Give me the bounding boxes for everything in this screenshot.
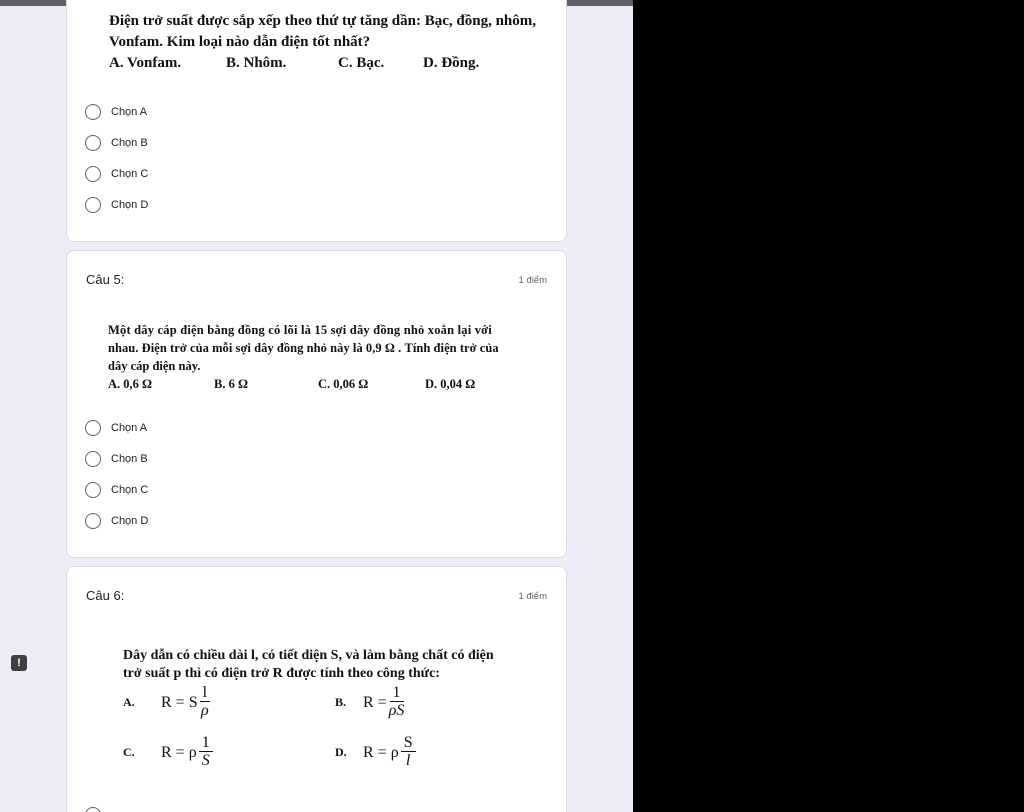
- question-card-4: [66, 0, 567, 242]
- answer-d: D. Đồng.: [423, 55, 480, 71]
- formula-lhs: R = S: [161, 693, 198, 711]
- option-label: Chọn C: [111, 484, 149, 496]
- formula-b: [335, 685, 404, 720]
- option-label: Chọn B: [111, 137, 148, 149]
- question-line: nhau. Điện trở của mỗi sợi dây đồng nhỏ này là 0,9 Ω . Tính điện trở của: [108, 341, 499, 355]
- option-label: Chọn D: [111, 199, 149, 211]
- denominator: ρS: [388, 702, 405, 719]
- numerator: 1: [199, 735, 213, 752]
- question-title: Câu 5:: [86, 272, 125, 287]
- answer-d: D. 0,04 Ω: [425, 377, 476, 391]
- option-label: Chọn D: [111, 515, 149, 527]
- question-image-4: [109, 11, 536, 74]
- formula-label: C.: [123, 745, 135, 759]
- formula-lhs: R = ρ: [161, 743, 197, 761]
- numerator: 1: [390, 685, 404, 702]
- question-points: 1 điểm: [518, 275, 547, 286]
- question-points: 1 điểm: [518, 591, 547, 602]
- question-line: dây cáp điện này.: [108, 359, 201, 373]
- radio-circle[interactable]: [85, 197, 101, 213]
- fraction: [389, 685, 405, 720]
- radio-option-d[interactable]: [85, 509, 148, 533]
- radio-option-c[interactable]: [85, 478, 148, 502]
- question-card-6: [66, 566, 567, 812]
- question-line: Vonfam. Kim loại nào dẫn điện tốt nhất?: [109, 34, 371, 50]
- fraction: [199, 735, 213, 770]
- radio-option-c[interactable]: [85, 162, 148, 186]
- option-label: Chọn B: [111, 453, 148, 465]
- radio-option-a[interactable]: [85, 416, 147, 440]
- question-card-5: [66, 250, 567, 558]
- radio-option-b[interactable]: [85, 131, 148, 155]
- numerator: l: [200, 685, 210, 702]
- radio-circle[interactable]: [85, 420, 101, 436]
- radio-circle[interactable]: [85, 166, 101, 182]
- denominator: S: [201, 752, 210, 769]
- formula-a: [123, 685, 210, 720]
- answer-a: A. 0,6 Ω: [108, 377, 153, 391]
- exclamation-icon[interactable]: !: [11, 655, 27, 671]
- answer-c: C. Bạc.: [338, 55, 385, 71]
- denominator: ρ: [200, 702, 209, 719]
- numerator: S: [401, 735, 416, 752]
- radio-circle[interactable]: [85, 513, 101, 529]
- option-label: Chọn C: [111, 168, 149, 180]
- formula-lhs: R =: [363, 693, 387, 711]
- fraction: [200, 685, 210, 720]
- question-title: Câu 6:: [86, 588, 125, 603]
- radio-option-a[interactable]: [85, 803, 101, 812]
- radio-option-d[interactable]: [85, 193, 148, 217]
- radio-circle[interactable]: [85, 807, 101, 812]
- answer-b: B. 6 Ω: [214, 377, 248, 391]
- formula-d: [335, 735, 416, 770]
- formula-c: [123, 735, 213, 770]
- formula-label: A.: [123, 695, 135, 709]
- question-line: Dây dẫn có chiều dài l, có tiết diện S, và làm bằng chất có điện: [123, 648, 494, 663]
- formula-lhs: R = ρ: [363, 743, 399, 761]
- formula-label: B.: [335, 695, 347, 709]
- radio-circle[interactable]: [85, 482, 101, 498]
- option-label: Chọn A: [111, 422, 148, 434]
- fraction: [401, 735, 416, 770]
- answer-c: C. 0,06 Ω: [318, 377, 369, 391]
- option-label: Chọn A: [111, 106, 148, 118]
- question-line: Điện trở suất được sắp xếp theo thứ tự tăng dần: Bạc, đồng, nhôm,: [109, 13, 536, 29]
- radio-option-a[interactable]: [85, 100, 147, 124]
- question-line: trở suất p thì có điện trở R được tính theo công thức:: [123, 666, 440, 681]
- question-line: Một dây cáp điện bằng đồng có lõi là 15 sợi dây đồng nhỏ xoắn lại với: [108, 323, 492, 337]
- question-image-5: [108, 321, 499, 393]
- radio-circle[interactable]: [85, 104, 101, 120]
- formula-label: D.: [335, 745, 347, 759]
- radio-circle[interactable]: [85, 135, 101, 151]
- radio-circle[interactable]: [85, 451, 101, 467]
- question-image-6: [123, 647, 494, 683]
- answer-b: B. Nhôm.: [226, 55, 287, 71]
- radio-option-b[interactable]: [85, 447, 148, 471]
- answer-a: A. Vonfam.: [109, 55, 182, 71]
- denominator: l: [405, 752, 411, 769]
